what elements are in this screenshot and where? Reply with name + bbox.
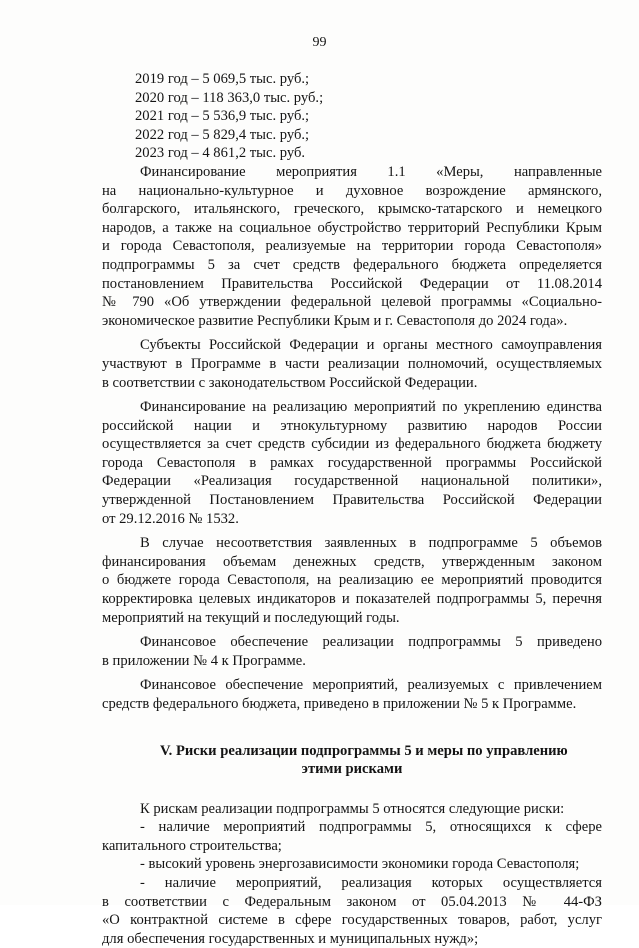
text-line: подпрограммы 5 за счет средств федерального бюджета определяется (102, 256, 602, 273)
section-heading-line: V. Риски реализации подпрограммы 5 и меры по управлению (160, 742, 568, 759)
risk-item-continued: капитального строительства; (102, 837, 282, 854)
text-line: средств федерального бюджета, приведено в приложении № 5 к Программе. (102, 696, 577, 712)
section-heading-line: этими рисками (301, 760, 403, 777)
paragraph-unity-funding (102, 398, 602, 528)
paragraph-subjects (102, 336, 602, 392)
page-number: 99 (312, 35, 327, 50)
text-line: в приложении № 4 к Программе. (102, 652, 306, 669)
text-line: участвуют в Программе в части реализации полномочий, осуществляемых (102, 355, 602, 372)
risk-item: - наличие мероприятий подпрограммы 5, относящихся к сфере (140, 819, 602, 836)
text-line: Финансовое обеспечение реализации подпрограммы 5 приведено (140, 634, 602, 651)
text-line: осуществляется за счет средств субсидии из федерального бюджета бюджету (102, 436, 602, 453)
risks-intro: К рискам реализации подпрограммы 5 относятся следующие риски: (140, 800, 565, 817)
spacer (102, 778, 602, 800)
paragraph-federal-budget (102, 676, 602, 713)
funding-by-year-list (102, 70, 602, 163)
section-heading (102, 742, 602, 778)
text-line: российской нации и этнокультурному развитию народов России (102, 417, 602, 434)
text-line: Финансирование на реализацию мероприятий по укреплению единства (140, 399, 602, 416)
text-line: и города Севастополя, реализуемые на территории города Севастополя» (102, 238, 602, 255)
paragraph-measure-1-1 (102, 163, 602, 330)
risks-list (102, 800, 602, 948)
risk-item: - высокий уровень энергозависимости экономики города Севастополя; (140, 856, 580, 873)
text-line: постановлением Правительства Российской Федерации от 11.08.2014 (102, 275, 602, 292)
text-line: от 29.12.2016 № 1532. (102, 510, 239, 527)
text-line: Финансовое обеспечение мероприятий, реализуемых с привлечением (140, 677, 602, 694)
year-2020: 2020 год – 118 363,0 тыс. руб.; (135, 89, 324, 106)
paragraph-mismatch (102, 534, 602, 627)
text-line: о бюджете города Севастополя, на реализацию ее мероприятий проводится (102, 572, 602, 589)
text-line: № 790 «Об утверждении федеральной целевой программы «Социально- (102, 294, 602, 311)
text-line: корректировка целевых индикаторов и показателей подпрограммы 5, перечня (102, 591, 602, 608)
text-line: на национально-культурное и духовное возрождение армянского, (102, 182, 602, 199)
paragraph-financial-support (102, 633, 602, 670)
text-line: экономическое развитие Республики Крым и г. Севастополя до 2024 года». (102, 312, 568, 329)
year-2021: 2021 год – 5 536,9 тыс. руб.; (135, 108, 310, 125)
risk-item: - наличие мероприятий, реализация которых осуществляется (140, 874, 602, 891)
text-line: В случае несоответствия заявленных в подпрограмме 5 объемов (140, 535, 602, 552)
risk-item-continued: для обеспечения государственных и муниципальных нужд»; (102, 930, 479, 947)
risk-item-continued: в соответствии с Федеральным законом от 05.04.2013 № 44-ФЗ (102, 893, 602, 910)
text-line: мероприятий на текущий и последующий годы. (102, 609, 400, 626)
text-line: финансирования объемам денежных средств, утвержденным законом (102, 553, 602, 570)
text-line: Субъекты Российской Федерации и органы местного самоуправления (140, 337, 602, 354)
text-line: Федерации «Реализация государственной национальной политики», (102, 473, 602, 490)
text-line: Финансирование мероприятия 1.1 «Меры, направленные (140, 163, 602, 180)
text-line: города Севастополя в рамках государственной программы Российской (102, 454, 602, 471)
page-body (102, 70, 602, 948)
year-2022: 2022 год – 5 829,4 тыс. руб.; (135, 126, 310, 143)
text-line: утвержденной Постановлением Правительства Российской Федерации (102, 492, 602, 509)
year-2023: 2023 год – 4 861,2 тыс. руб. (135, 145, 306, 162)
text-line: народов, а также на социальное обустройство территорий Республики Крым (102, 219, 602, 236)
spacer (102, 714, 602, 742)
risk-item-continued: «О контрактной системе в сфере государственных товаров, работ, услуг (102, 912, 602, 929)
text-line: в соответствии с законодательством Российской Федерации. (102, 374, 478, 391)
year-2019: 2019 год – 5 069,5 тыс. руб.; (135, 71, 310, 87)
text-line: болгарского, итальянского, греческого, крымско-татарского и немецкого (102, 201, 602, 218)
